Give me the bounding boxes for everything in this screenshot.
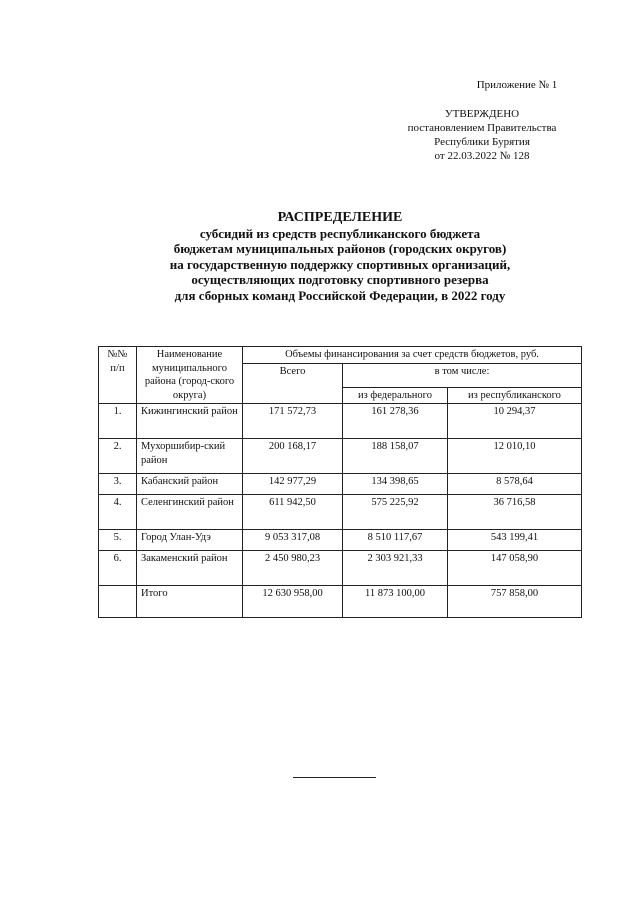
table-row (99, 439, 582, 474)
table-row (99, 530, 582, 551)
row-federal: 134 398,65 (343, 474, 448, 495)
row-district: Закаменский район (137, 551, 243, 586)
row-republican: 10 294,37 (448, 404, 582, 439)
row-total: 200 168,17 (243, 439, 343, 474)
row-number: 2. (99, 439, 137, 474)
approved-block (392, 107, 572, 163)
row-federal: 575 225,92 (343, 495, 448, 530)
appendix-header (392, 78, 572, 163)
footer-divider (293, 777, 376, 778)
row-federal: 2 303 921,33 (343, 551, 448, 586)
header-number: №№ п/п (99, 347, 137, 404)
row-total: 9 053 317,08 (243, 530, 343, 551)
row-district: Кабанский район (137, 474, 243, 495)
total-row (99, 586, 582, 618)
header-name: Наименование муниципального района (город-ского округа) (137, 347, 243, 404)
total-sum: 12 630 958,00 (243, 586, 343, 618)
total-number (99, 586, 137, 618)
header-federal: из федерального (343, 387, 448, 404)
title-line: субсидий из средств республиканского бюджета (199, 225, 481, 241)
approved-line: УТВЕРЖДЕНО (444, 108, 520, 120)
row-republican: 12 010,10 (448, 439, 582, 474)
table-body (99, 404, 582, 618)
row-district: Селенгинский район (137, 495, 243, 530)
row-district: Город Улан-Удэ (137, 530, 243, 551)
approved-line: постановлением Правительства (407, 122, 557, 134)
subsidy-table (98, 346, 582, 618)
header-funding: Объемы финансирования за счет средств бюджетов, руб. (243, 347, 582, 364)
title-main: РАСПРЕДЕЛЕНИЕ (277, 210, 403, 225)
total-label: Итого (137, 586, 243, 618)
appendix-label: Приложение № 1 (476, 79, 558, 91)
header-republican: из республиканского (448, 387, 582, 404)
title-line: на государственную поддержку спортивных организаций, (169, 256, 511, 272)
row-republican: 8 578,64 (448, 474, 582, 495)
row-total: 611 942,50 (243, 495, 343, 530)
title-line: бюджетам муниципальных районов (городских округов) (173, 241, 507, 257)
approved-line: Республики Бурятия (434, 136, 530, 148)
row-number: 4. (99, 495, 137, 530)
row-number: 3. (99, 474, 137, 495)
header-total: Всего (243, 363, 343, 404)
table-row (99, 495, 582, 530)
row-number: 1. (99, 404, 137, 439)
row-district: Кижингинский район (137, 404, 243, 439)
title-line: для сборных команд Российской Федерации, в 2022 году (174, 287, 506, 303)
row-federal: 188 158,07 (343, 439, 448, 474)
row-district: Мухоршибир-ский район (137, 439, 243, 474)
row-total: 2 450 980,23 (243, 551, 343, 586)
row-number: 6. (99, 551, 137, 586)
row-federal: 8 510 117,67 (343, 530, 448, 551)
row-total: 171 572,73 (243, 404, 343, 439)
total-republican: 757 858,00 (448, 586, 582, 618)
row-total: 142 977,29 (243, 474, 343, 495)
title-line: осуществляющих подготовку спортивного резерва (191, 272, 489, 288)
row-republican: 543 199,41 (448, 530, 582, 551)
table-row (99, 551, 582, 586)
row-number: 5. (99, 530, 137, 551)
row-republican: 36 716,58 (448, 495, 582, 530)
table-row (99, 404, 582, 439)
row-federal: 161 278,36 (343, 404, 448, 439)
header-including: в том числе: (343, 363, 582, 387)
document-title (100, 210, 580, 304)
total-federal: 11 873 100,00 (343, 586, 448, 618)
approved-line: от 22.03.2022 № 128 (434, 150, 530, 162)
table-header (99, 347, 582, 404)
table-row (99, 474, 582, 495)
row-republican: 147 058,90 (448, 551, 582, 586)
